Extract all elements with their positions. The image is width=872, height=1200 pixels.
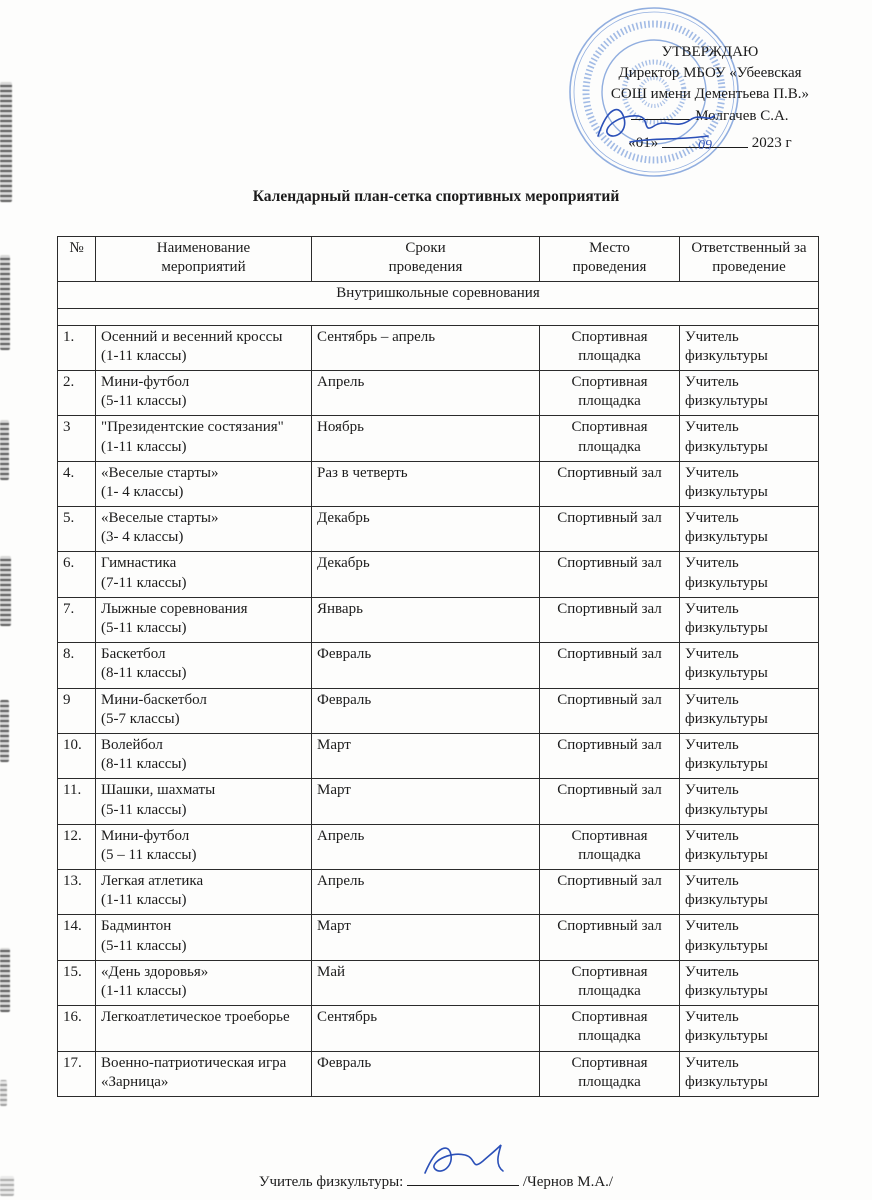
event-time-cell: [312, 325, 540, 370]
event-place: Спортивная площадка: [571, 373, 648, 410]
scan-artifact: [0, 255, 10, 350]
event-responsible: Учитель физкультуры: [685, 963, 768, 999]
row-number: 14.: [63, 918, 82, 935]
event-name-cell: [96, 870, 312, 915]
event-place: Спортивный зал: [557, 918, 662, 935]
row-number-cell: [58, 733, 96, 778]
row-number-cell: [58, 370, 96, 415]
approval-director-line1: Директор МБОУ «Убеевская: [618, 65, 802, 81]
event-classes: (5 – 11 классы): [101, 846, 197, 863]
col-header-name: Наименование мероприятий: [96, 237, 312, 282]
event-name: «Веселые старты»: [101, 510, 219, 527]
events-table: [57, 236, 819, 1097]
event-time-cell: [312, 688, 540, 733]
event-responsible: Учитель физкультуры: [685, 1054, 768, 1090]
event-name: «День здоровья»: [101, 963, 209, 980]
event-time-cell: [312, 461, 540, 506]
event-time: Раз в четверть: [317, 464, 408, 481]
event-responsible: Учитель физкультуры: [685, 827, 768, 863]
section-title: Внутришкольные соревнования: [58, 282, 819, 308]
event-place: Спортивная площадка: [571, 328, 648, 364]
approval-director-line2: СОШ имени Дементьева П.В.»: [610, 86, 810, 102]
table-row: [58, 960, 819, 1005]
event-classes: (5-11 классы): [101, 937, 187, 954]
event-place: Спортивный зал: [557, 510, 662, 527]
event-name: Мини-футбол: [101, 827, 190, 844]
event-name-cell: [96, 733, 312, 778]
event-time: Февраль: [317, 1054, 372, 1071]
row-number: 9: [63, 691, 71, 708]
event-responsible-cell: [680, 733, 819, 778]
event-time: Апрель: [317, 373, 365, 390]
scan-artifact: [0, 1080, 7, 1106]
event-place-cell: [540, 643, 680, 688]
col-header-number: №: [58, 237, 96, 282]
events-tbody: [58, 325, 819, 1096]
col-header-responsible: Ответственный за проведение: [680, 237, 819, 282]
table-row: [58, 507, 819, 552]
event-place-cell: [540, 416, 680, 461]
event-time: Апрель: [317, 873, 365, 890]
event-time-cell: [312, 597, 540, 642]
event-place: Спортивная площадка: [571, 419, 648, 455]
event-place-cell: [540, 779, 680, 824]
event-time: Сентябрь – апрель: [317, 328, 436, 345]
row-number-cell: [58, 915, 96, 960]
row-number-cell: [58, 1051, 96, 1096]
event-name: Лыжные соревнования: [101, 600, 248, 617]
event-name-cell: [96, 325, 312, 370]
event-classes: (5-11 классы): [101, 801, 187, 818]
event-time: Февраль: [317, 691, 372, 708]
row-number-cell: [58, 824, 96, 869]
event-responsible-cell: [680, 597, 819, 642]
event-classes: (1-11 классы): [101, 347, 187, 364]
event-responsible: Учитель физкультуры: [685, 736, 768, 773]
event-responsible: Учитель физкультуры: [685, 646, 768, 682]
col-header-place: Место проведения: [540, 237, 680, 282]
table-row: [58, 643, 819, 688]
event-place-cell: [540, 461, 680, 506]
event-place: Спортивная площадка: [571, 1054, 648, 1090]
event-place: Спортивный зал: [557, 555, 662, 572]
table-row: [58, 416, 819, 461]
event-responsible: Учитель физкультуры: [685, 782, 768, 818]
event-name-cell: [96, 507, 312, 552]
table-row: [58, 461, 819, 506]
handwritten-month: 09: [698, 138, 713, 153]
event-classes: (7-11 классы): [101, 574, 187, 591]
event-classes: (5-11 классы): [101, 620, 187, 636]
row-number: 12.: [63, 827, 82, 844]
table-row: [58, 824, 819, 869]
event-place-cell: [540, 1006, 680, 1051]
event-responsible-cell: [680, 461, 819, 506]
event-name: Осенний и весенний кроссы: [101, 328, 283, 345]
col-header-time: Сроки проведения: [312, 237, 540, 282]
event-responsible-cell: [680, 1006, 819, 1051]
event-place-cell: [540, 688, 680, 733]
event-classes: (5-7 классы): [101, 710, 180, 727]
event-place-cell: [540, 507, 680, 552]
event-classes: (1-11 классы): [101, 438, 187, 455]
row-number: 7.: [63, 600, 75, 617]
date-year: 2023 г: [751, 135, 792, 151]
event-place: Спортивный зал: [557, 736, 662, 753]
event-place-cell: [540, 597, 680, 642]
table-row: [58, 1051, 819, 1096]
event-responsible-cell: [680, 325, 819, 370]
event-time: Январь: [317, 600, 363, 617]
row-number-cell: [58, 1006, 96, 1051]
event-time: Апрель: [317, 827, 365, 844]
event-time-cell: [312, 1006, 540, 1051]
event-responsible-cell: [680, 416, 819, 461]
table-row: [58, 733, 819, 778]
page-title: Календарный план-сетка спортивных мероприятий: [252, 188, 620, 205]
event-time: Март: [317, 918, 351, 935]
row-number: 10.: [63, 736, 82, 753]
event-time: Февраль: [317, 646, 372, 663]
event-time: Март: [317, 736, 351, 753]
table-row: [58, 688, 819, 733]
event-responsible: Учитель физкультуры: [685, 691, 768, 727]
footer-teacher-name: /Чернов М.А./: [522, 1173, 614, 1190]
event-time-cell: [312, 552, 540, 597]
event-time: Ноябрь: [317, 419, 364, 436]
event-name-cell: [96, 461, 312, 506]
event-time: Март: [317, 782, 351, 799]
event-classes: (5-11 классы): [101, 393, 187, 410]
row-number-cell: [58, 870, 96, 915]
event-name-cell: [96, 643, 312, 688]
event-place-cell: [540, 370, 680, 415]
event-name: Волейбол: [101, 736, 163, 753]
event-place: Спортивная площадка: [571, 963, 648, 999]
event-time-cell: [312, 960, 540, 1005]
event-time-cell: [312, 370, 540, 415]
row-number: 1.: [63, 328, 75, 345]
row-number: 11.: [63, 782, 82, 799]
event-place: Спортивный зал: [557, 782, 662, 799]
event-name: Гимнастика: [101, 555, 177, 572]
event-name-cell: [96, 779, 312, 824]
table-row: [58, 325, 819, 370]
event-name-cell: [96, 1051, 312, 1096]
row-number-cell: [58, 552, 96, 597]
scan-artifact: [0, 556, 11, 626]
event-time: Декабрь: [317, 510, 370, 527]
event-responsible-cell: [680, 643, 819, 688]
event-name: Баскетбол: [101, 646, 166, 663]
event-name: Бадминтон: [101, 918, 172, 935]
row-number: 16.: [63, 1009, 82, 1026]
event-time: Декабрь: [317, 555, 370, 572]
event-time: Сентябрь: [317, 1009, 378, 1026]
event-classes: (8-11 классы): [101, 665, 187, 682]
row-number-cell: [58, 325, 96, 370]
event-responsible-cell: [680, 507, 819, 552]
event-responsible-cell: [680, 552, 819, 597]
event-responsible: Учитель физкультуры: [685, 873, 768, 909]
row-number: 13.: [63, 873, 82, 890]
event-place: Спортивный зал: [557, 646, 662, 663]
date-day: «01»: [628, 135, 659, 151]
event-name: Мини-футбол: [101, 373, 190, 390]
scan-artifact: [0, 700, 9, 762]
table-row: [58, 779, 819, 824]
event-responsible: Учитель физкультуры: [685, 328, 768, 364]
event-classes: (1-11 классы): [101, 983, 187, 999]
event-responsible: Учитель физкультуры: [685, 419, 768, 455]
row-number-cell: [58, 507, 96, 552]
event-place: Спортивная площадка: [571, 1009, 648, 1045]
event-responsible-cell: [680, 688, 819, 733]
event-time-cell: [312, 779, 540, 824]
event-place-cell: [540, 552, 680, 597]
scan-artifact: [0, 82, 12, 202]
event-time-cell: [312, 824, 540, 869]
event-responsible-cell: [680, 370, 819, 415]
event-classes: (8-11 классы): [101, 756, 187, 773]
event-classes: (1-11 классы): [101, 892, 187, 909]
event-name-cell: [96, 370, 312, 415]
director-signature: [590, 96, 720, 152]
row-number-cell: [58, 597, 96, 642]
event-place-cell: [540, 915, 680, 960]
row-number-cell: [58, 461, 96, 506]
header-row: [58, 237, 819, 282]
event-name: Легкоатлетическое троеборье: [101, 1009, 290, 1026]
event-name-cell: [96, 1006, 312, 1051]
event-name: «Веселые старты»: [101, 464, 219, 481]
event-classes: (3- 4 классы): [101, 529, 184, 546]
event-place: Спортивный зал: [557, 464, 662, 481]
row-number: 15.: [63, 963, 82, 980]
event-time-cell: [312, 643, 540, 688]
event-time-cell: [312, 915, 540, 960]
event-responsible: Учитель физкультуры: [685, 918, 768, 954]
table-header: [58, 237, 819, 282]
table-row: [58, 870, 819, 915]
event-place-cell: [540, 870, 680, 915]
footer-signature-block: [0, 1171, 872, 1191]
row-number-cell: [58, 416, 96, 461]
scan-artifact: [0, 948, 10, 1012]
event-time-cell: [312, 507, 540, 552]
event-place-cell: [540, 960, 680, 1005]
scan-artifact: [0, 420, 9, 480]
row-number: 3: [63, 419, 71, 436]
row-number: 6.: [63, 555, 75, 572]
event-place-cell: [540, 824, 680, 869]
event-name-cell: [96, 915, 312, 960]
event-responsible-cell: [680, 960, 819, 1005]
table-row: [58, 597, 819, 642]
event-name: Мини-баскетбол: [101, 691, 207, 708]
director-name: Молгачев С.А.: [695, 108, 789, 124]
event-responsible: Учитель физкультуры: [685, 464, 768, 500]
event-name: "Президентские состязания": [101, 419, 284, 436]
event-time-cell: [312, 870, 540, 915]
event-responsible-cell: [680, 1051, 819, 1096]
event-responsible: Учитель физкультуры: [685, 555, 768, 591]
row-number-cell: [58, 643, 96, 688]
event-place: Спортивный зал: [557, 691, 662, 708]
event-name-cell: [96, 960, 312, 1005]
event-name-cell: [96, 597, 312, 642]
event-name: Шашки, шахматы: [101, 782, 216, 799]
row-number: 17.: [63, 1054, 82, 1071]
event-place: Спортивный зал: [557, 873, 662, 890]
footer-signature-line: [407, 1171, 519, 1186]
event-place-cell: [540, 1051, 680, 1096]
event-place: Спортивная площадка: [571, 827, 648, 863]
event-name-cell: [96, 688, 312, 733]
event-name: Военно-патриотическая игра «Зарница»: [101, 1054, 287, 1090]
row-number-cell: [58, 960, 96, 1005]
event-responsible-cell: [680, 824, 819, 869]
event-place-cell: [540, 733, 680, 778]
event-responsible: Учитель физкультуры: [685, 510, 768, 546]
event-time-cell: [312, 416, 540, 461]
event-time: Май: [317, 963, 346, 980]
row-number-cell: [58, 779, 96, 824]
footer-label: Учитель физкультуры:: [258, 1173, 404, 1190]
event-responsible: Учитель физкультуры: [685, 600, 768, 636]
row-number: 5.: [63, 510, 75, 527]
event-responsible-cell: [680, 779, 819, 824]
row-number: 2.: [63, 373, 75, 390]
event-name: Легкая атлетика: [101, 873, 204, 890]
event-place: Спортивный зал: [557, 600, 662, 617]
table-row: [58, 552, 819, 597]
table-row: [58, 370, 819, 415]
event-name-cell: [96, 824, 312, 869]
event-classes: (1- 4 классы): [101, 483, 184, 500]
event-name-cell: [96, 416, 312, 461]
row-number: 8.: [63, 646, 75, 663]
approval-title: УТВЕРЖДАЮ: [661, 44, 759, 60]
event-name-cell: [96, 552, 312, 597]
event-time-cell: [312, 1051, 540, 1096]
event-responsible: Учитель физкультуры: [685, 1009, 768, 1045]
row-number-cell: [58, 688, 96, 733]
event-responsible-cell: [680, 915, 819, 960]
table-row: [58, 915, 819, 960]
event-place-cell: [540, 325, 680, 370]
event-time-cell: [312, 733, 540, 778]
teacher-signature: [415, 1137, 515, 1183]
section-row: [58, 282, 819, 308]
row-number: 4.: [63, 464, 75, 481]
event-responsible-cell: [680, 870, 819, 915]
table-row: [58, 1006, 819, 1051]
event-responsible: Учитель физкультуры: [685, 373, 768, 410]
spacer-row: [58, 308, 819, 325]
